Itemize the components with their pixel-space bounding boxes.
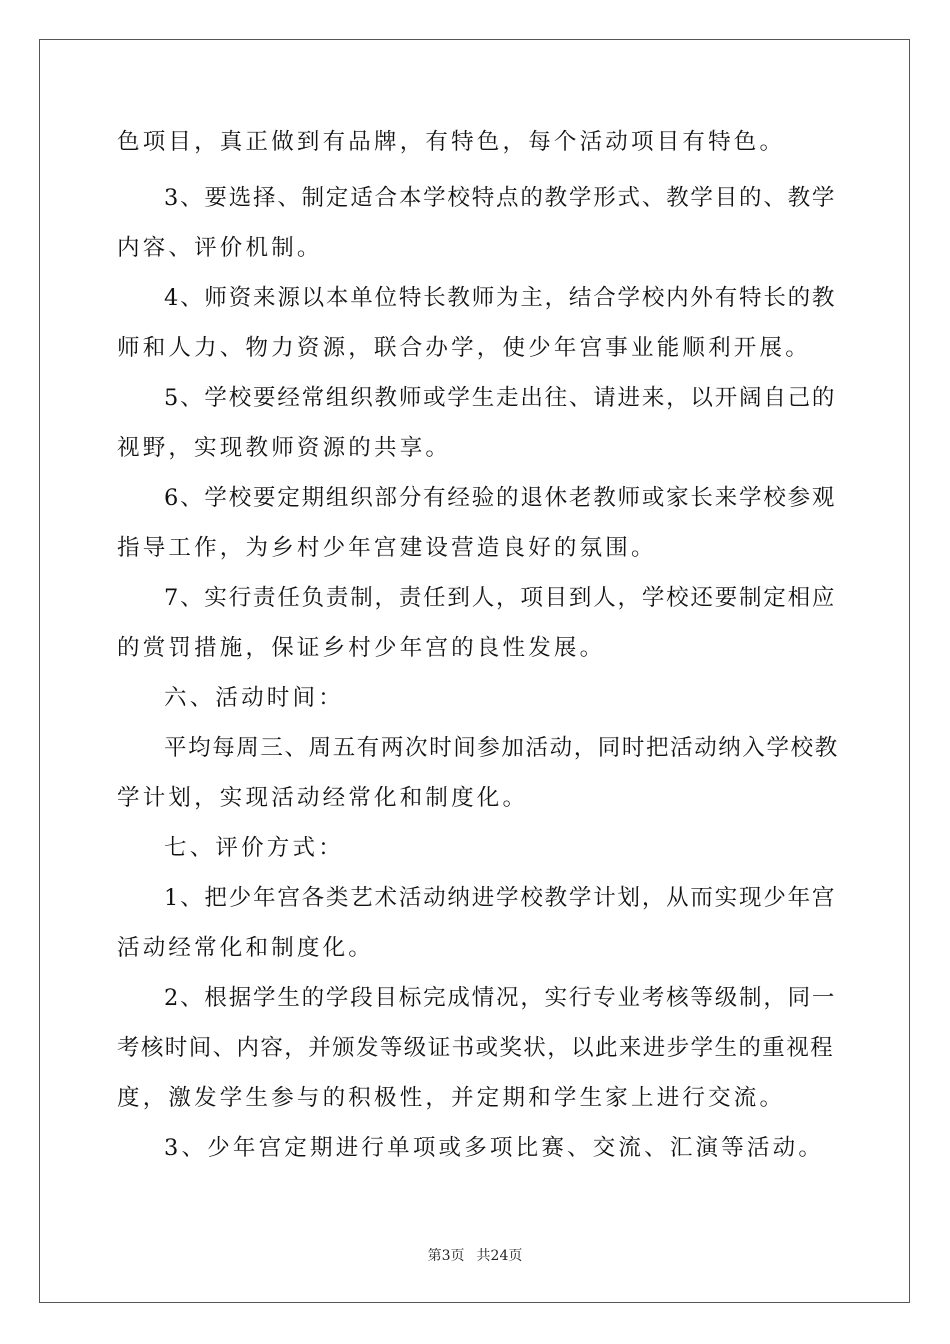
text-line: 色项目，真正做到有品牌，有特色，每个活动项目有特色。 bbox=[117, 129, 786, 155]
page-border bbox=[39, 39, 910, 1303]
text-line: 的赏罚措施，保证乡村少年宫的良性发展。 bbox=[117, 635, 606, 661]
text-line: 1、把少年宫各类艺术活动纳进学校教学计划，从而实现少年宫 bbox=[164, 885, 837, 911]
text-line: 师和人力、物力资源，联合办学，使少年宫事业能顺利开展。 bbox=[117, 335, 811, 361]
text-line: 6、学校要定期组织部分有经验的退休老教师或家长来学校参观 bbox=[164, 485, 837, 511]
page-footer bbox=[0, 1246, 950, 1266]
text-line: 5、学校要经常组织教师或学生走出往、请进来，以开阔自己的 bbox=[164, 385, 837, 411]
page-total: 共24页 bbox=[476, 1248, 523, 1264]
text-line: 内容、评价机制。 bbox=[117, 235, 323, 261]
text-line: 度，激发学生参与的积极性，并定期和学生家上进行交流。 bbox=[117, 1085, 786, 1111]
page-number: 第3页 bbox=[427, 1248, 465, 1264]
text-line: 3、少年宫定期进行单项或多项比赛、交流、汇演等活动。 bbox=[164, 1135, 825, 1161]
text-line: 7、实行责任负责制，责任到人，项目到人，学校还要制定相应 bbox=[164, 585, 837, 611]
text-line: 4、师资来源以本单位特长教师为主，结合学校内外有特长的教 bbox=[164, 285, 837, 311]
text-line: 指导工作，为乡村少年宫建设营造良好的氛围。 bbox=[117, 535, 657, 561]
text-line: 学计划，实现活动经常化和制度化。 bbox=[117, 785, 529, 811]
text-line: 活动经常化和制度化。 bbox=[117, 935, 375, 961]
section-heading: 六、活动时间： bbox=[164, 685, 344, 711]
text-line: 平均每周三、周五有两次时间参加活动，同时把活动纳入学校教 bbox=[164, 735, 839, 761]
text-line: 考核时间、内容，并颁发等级证书或奖状，以此来进步学生的重视程 bbox=[117, 1035, 835, 1061]
text-line: 3、要选择、制定适合本学校特点的教学形式、教学目的、教学 bbox=[164, 185, 837, 211]
text-line: 2、根据学生的学段目标完成情况，实行专业考核等级制，同一 bbox=[164, 985, 837, 1011]
section-heading: 七、评价方式： bbox=[164, 835, 344, 861]
text-line: 视野，实现教师资源的共享。 bbox=[117, 435, 452, 461]
